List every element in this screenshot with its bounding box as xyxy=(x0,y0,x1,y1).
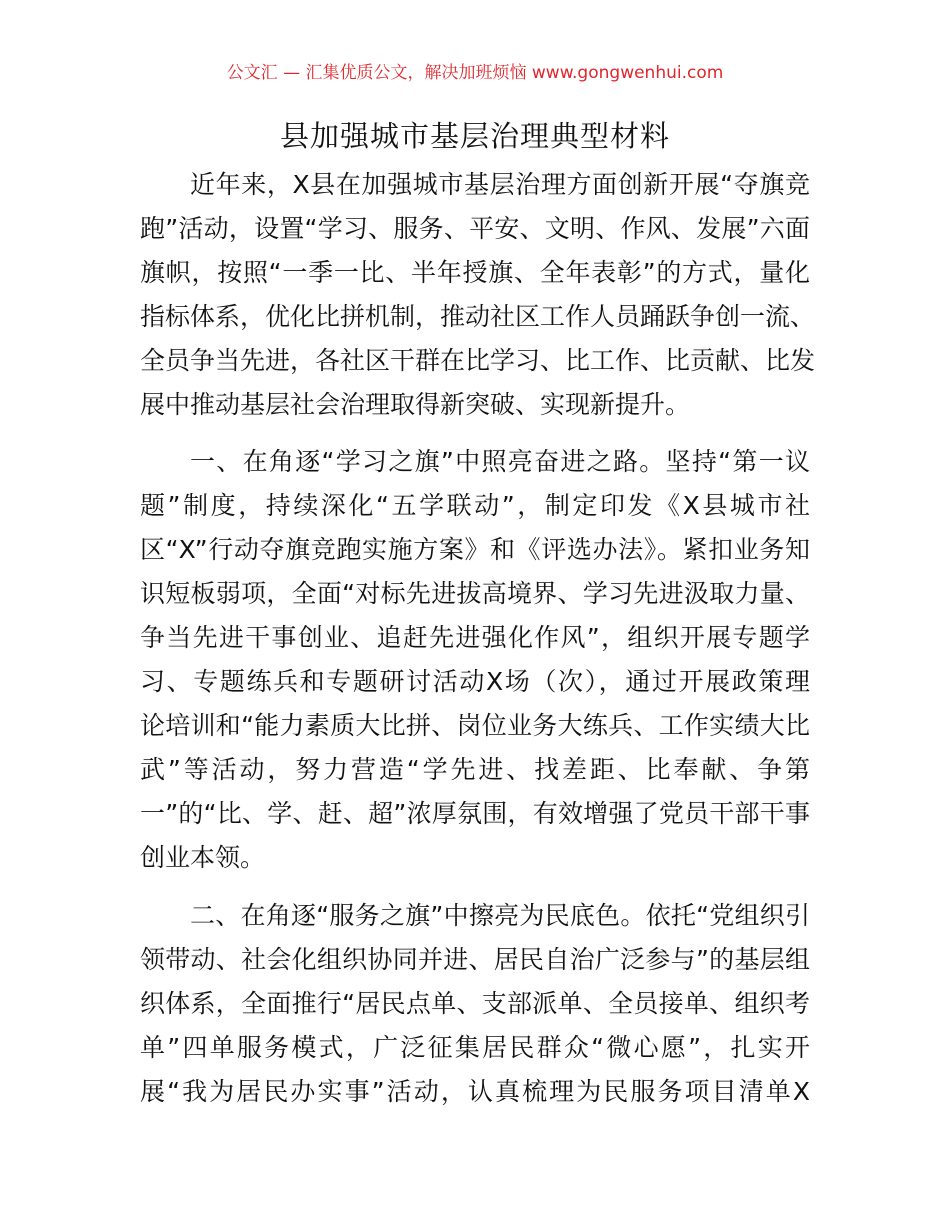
paragraph-2-line: 区“X”行动夺旗竞跑实施方案》和《评选办法》。紧扣业务知 xyxy=(140,535,810,564)
paragraph-1-line: 指标体系，优化比拼机制，推动社区工作人员踊跃争创一流、 xyxy=(140,302,816,331)
paragraph-2-line: 论培训和“能力素质大比拼、岗位业务大练兵、工作实绩大比 xyxy=(140,711,810,740)
paragraph-1-line: 跑”活动，设置“学习、服务、平安、文明、作风、发展”六面 xyxy=(140,214,810,243)
paragraph-3-line: 二、在角逐“服务之旗”中擦亮为民底色。依托“党组织引 xyxy=(190,901,810,930)
watermark-header: 公文汇 — 汇集优质公文，解决加班烦恼 www.gongwenhui.com xyxy=(226,63,724,83)
paragraph-1-line: 全员争当先进，各社区干群在比学习、比工作、比贡献、比发 xyxy=(140,346,816,375)
paragraph-3-line: 单”四单服务模式，广泛征集居民群众“微心愿”，扎实开 xyxy=(140,1033,810,1062)
paragraph-2-line: 题”制度，持续深化“五学联动”，制定印发《X县城市社 xyxy=(140,491,810,520)
paragraph-1-line: 近年来，X县在加强城市基层治理方面创新开展“夺旗竞 xyxy=(190,170,810,199)
document-title: 县加强城市基层治理典型材料 xyxy=(279,119,670,153)
paragraph-2-line: 争当先进干事创业、追赶先进强化作风”，组织开展专题学 xyxy=(140,623,810,652)
paragraph-3-line: 领带动、社会化组织协同并进、居民自治广泛参与”的基层组 xyxy=(140,945,810,974)
paragraph-1-line: 旗帜，按照“一季一比、半年授旗、全年表彰”的方式，量化 xyxy=(140,258,810,287)
paragraph-2-line: 习、专题练兵和专题研讨活动X场（次），通过开展政策理 xyxy=(140,667,810,696)
paragraph-1-line: 展中推动基层社会治理取得新突破、实现新提升。 xyxy=(140,390,691,419)
paragraph-2-line: 武”等活动，努力营造“学先进、找差距、比奉献、争第 xyxy=(140,755,810,784)
paragraph-3-line: 展“我为居民办实事”活动，认真梳理为民服务项目清单X xyxy=(140,1077,810,1106)
paragraph-2-line: 识短板弱项，全面“对标先进拔高境界、学习先进汲取力量、 xyxy=(140,579,810,608)
paragraph-2-line: 一、在角逐“学习之旗”中照亮奋进之路。坚持“第一议 xyxy=(190,447,810,476)
paragraph-2-line: 一”的“比、学、赶、超”浓厚氛围，有效增强了党员干部干事 xyxy=(140,799,810,828)
paragraph-3-line: 织体系，全面推行“居民点单、支部派单、全员接单、组织考 xyxy=(140,989,810,1018)
paragraph-2-line: 创业本领。 xyxy=(140,843,266,872)
